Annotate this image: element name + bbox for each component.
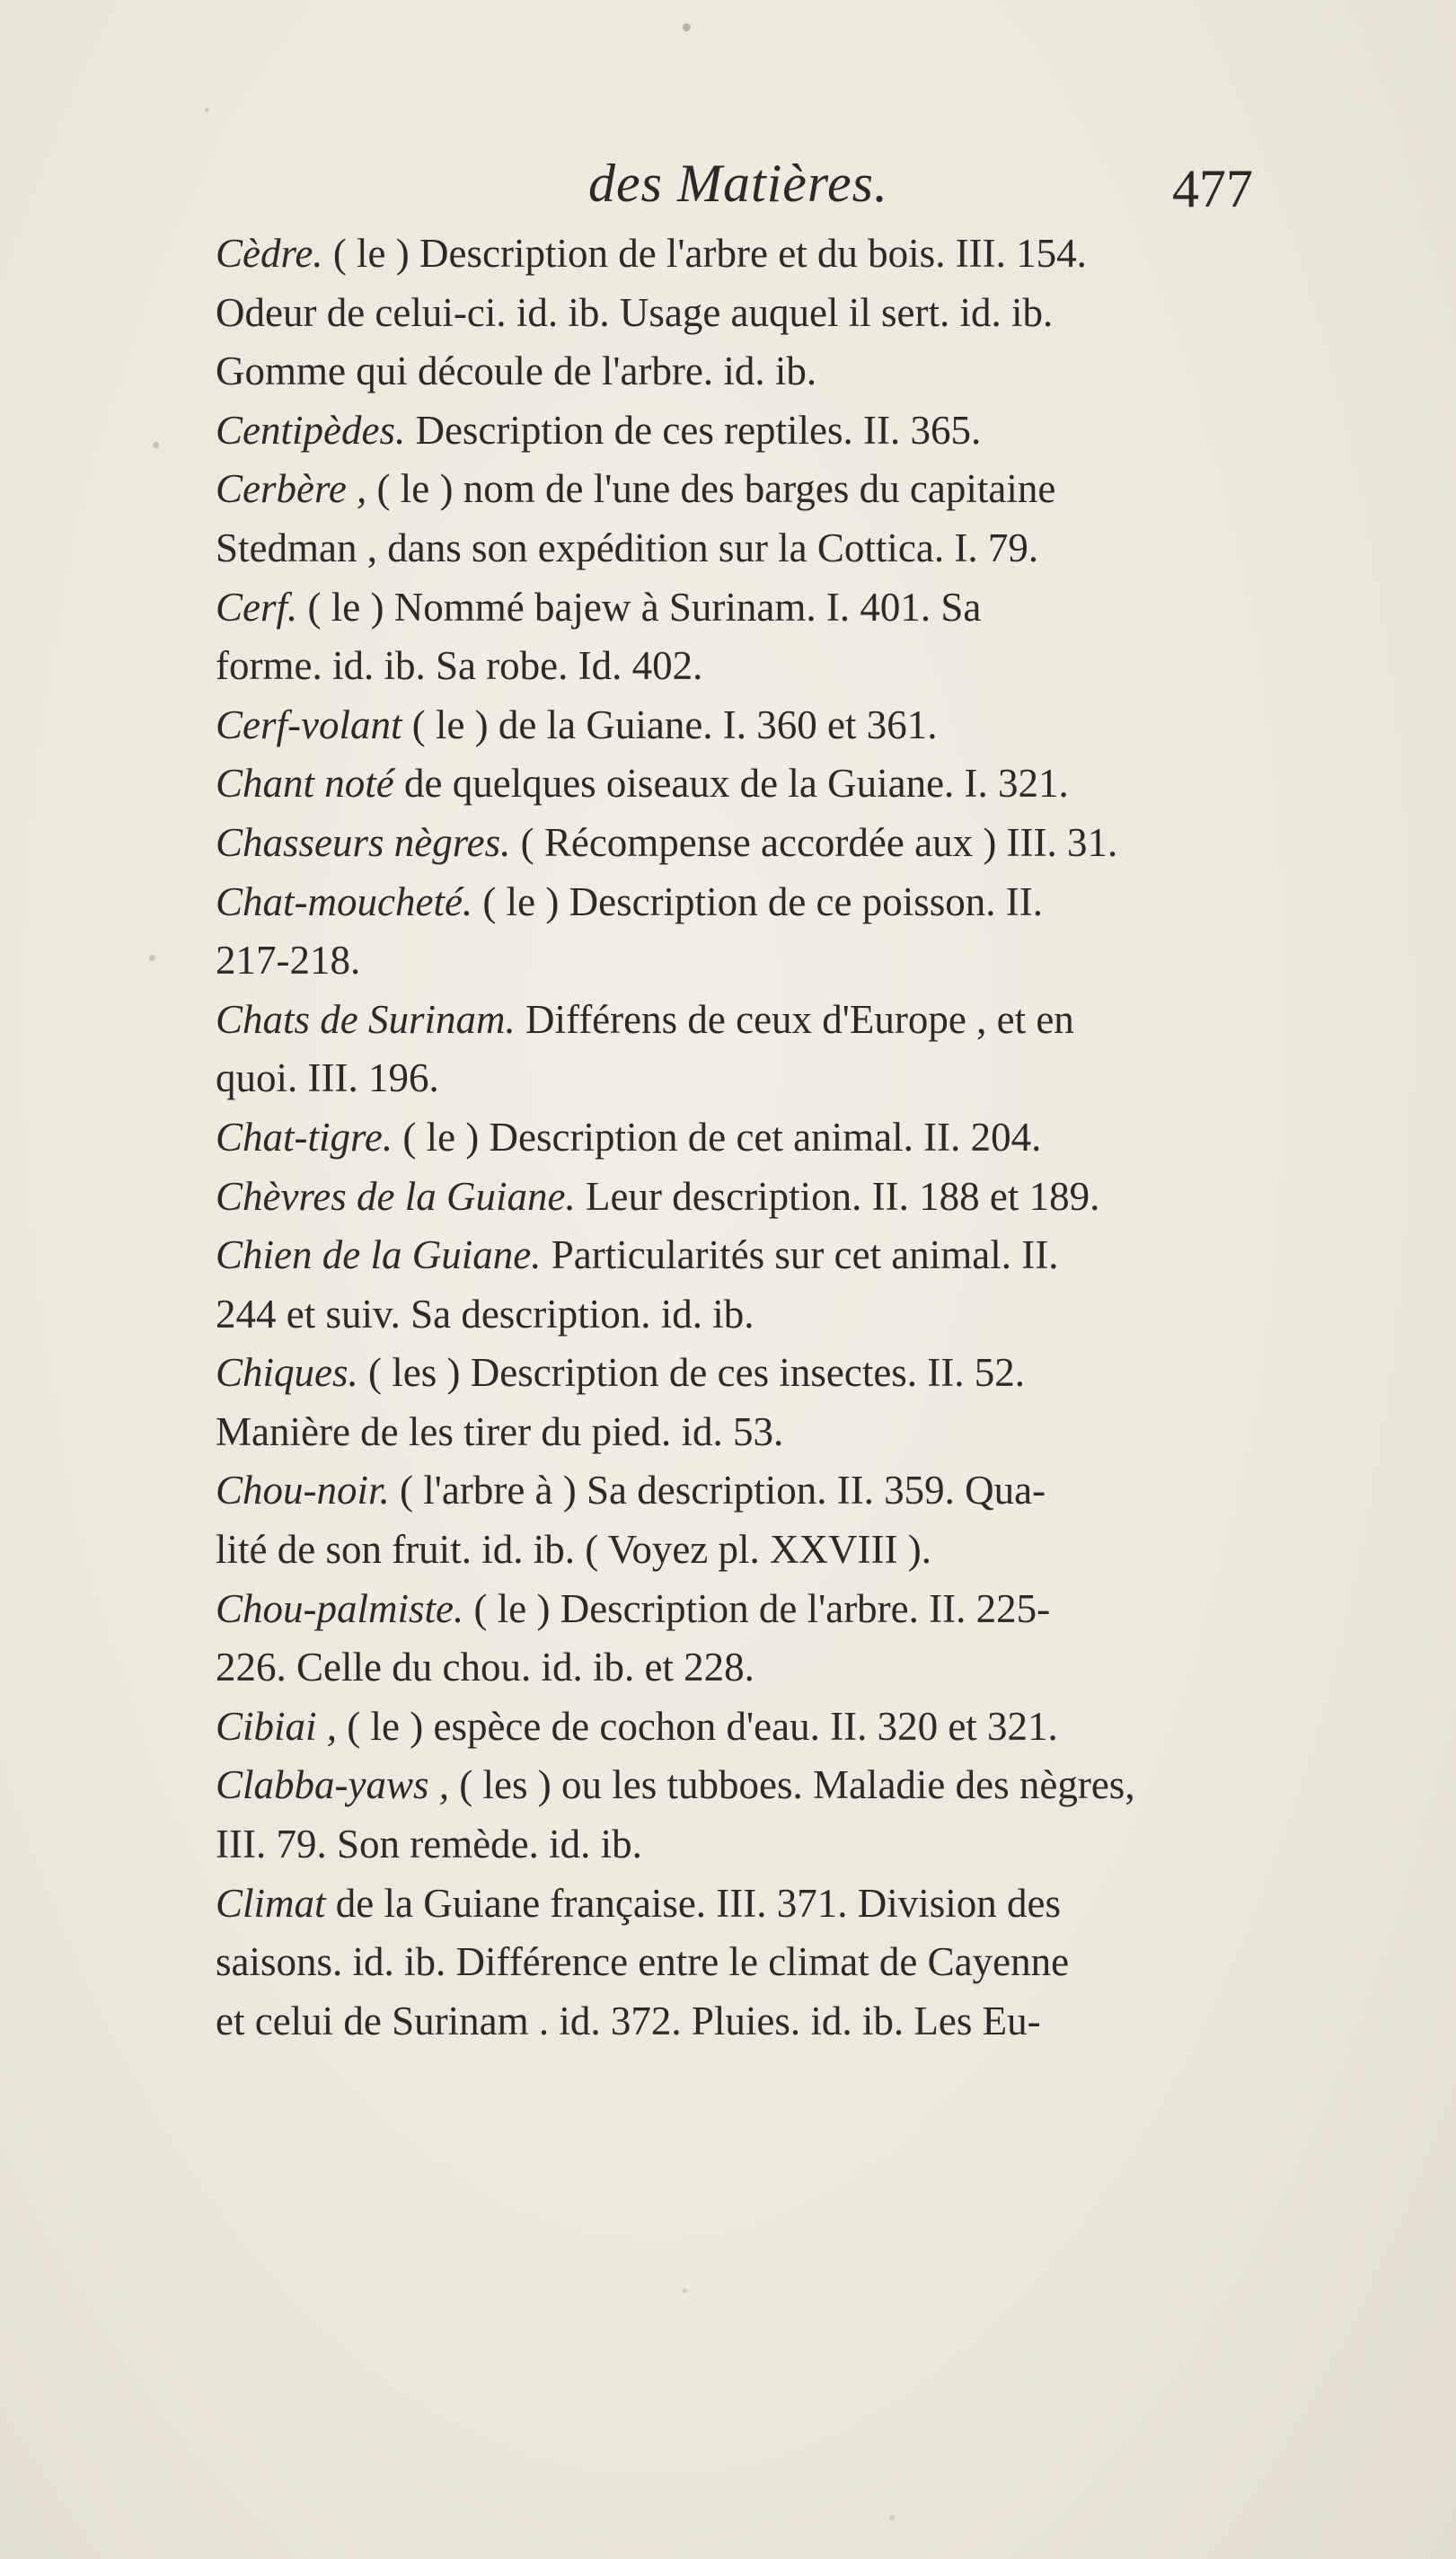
entry-text: ( les ) Description de ces insectes. II. 52. xyxy=(368,1350,1026,1396)
index-entry-cibiai xyxy=(216,1698,1329,1757)
index-entry-chats-de-surinam xyxy=(216,991,1329,1108)
entry-headword: Chat-tigre. xyxy=(216,1114,393,1160)
entry-text: Leur description. II. 188 et 189. xyxy=(586,1173,1100,1219)
entry-text: Particularités sur cet animal. II. xyxy=(551,1232,1059,1278)
entry-headword: Chat-moucheté. xyxy=(216,878,473,924)
index-entry-chien xyxy=(216,1226,1329,1344)
paper-spot xyxy=(205,108,209,112)
entry-headword: Chant noté xyxy=(216,761,394,807)
entry-headword: Clabba-yaws , xyxy=(216,1762,450,1808)
entry-headword: Chou-noir. xyxy=(216,1468,390,1513)
entry-headword: Chien de la Guiane. xyxy=(216,1232,542,1278)
entry-headword: Chasseurs nègres. xyxy=(216,819,511,865)
entry-text: ( le ) Description de l'arbre. II. 225- xyxy=(473,1585,1051,1631)
index-entry-cerf-volant xyxy=(216,696,1329,755)
entry-text: ( le ) espèce de cochon d'eau. II. 320 et 321. xyxy=(347,1703,1058,1749)
entry-text: Odeur de celui-ci. id. ib. Usage auquel il sert. id. ib. xyxy=(216,289,1054,335)
index-entries xyxy=(216,225,1329,2051)
paper-spot xyxy=(683,23,691,31)
entry-text: Stedman , dans son expédition sur la Cottica. I. 79. xyxy=(216,525,1039,570)
index-entry-chou-noir xyxy=(216,1461,1329,1579)
index-entry-chant-note xyxy=(216,754,1329,814)
entry-headword: Chiques. xyxy=(216,1350,358,1396)
index-entry-centipedes xyxy=(216,401,1329,461)
index-entry-climat xyxy=(216,1875,1329,2052)
entry-text: de quelques oiseaux de la Guiane. I. 321. xyxy=(404,761,1069,807)
entry-headword: Centipèdes. xyxy=(216,407,406,453)
entry-headword: Cèdre. xyxy=(216,231,323,276)
index-entry-cerbere xyxy=(216,460,1329,578)
paper-spot xyxy=(153,442,159,448)
paper-spot xyxy=(149,955,155,961)
entry-text: 226. Celle du chou. id. ib. et 228. xyxy=(216,1645,754,1690)
entry-text: saisons. id. ib. Différence entre le climat de Cayenne xyxy=(216,1939,1070,1985)
entry-text: Gomme qui découle de l'arbre. id. ib. xyxy=(216,349,817,394)
entry-text: ( les ) ou les tubboes. Maladie des nègres, xyxy=(459,1762,1135,1808)
entry-text: quoi. III. 196. xyxy=(216,1055,439,1101)
index-entry-chevres xyxy=(216,1168,1329,1227)
entry-text: 244 et suiv. Sa description. id. ib. xyxy=(216,1291,754,1337)
entry-headword: Chats de Surinam. xyxy=(216,996,516,1042)
entry-text: forme. id. ib. Sa robe. Id. 402. xyxy=(216,643,703,689)
index-entry-clabba-yaws xyxy=(216,1756,1329,1874)
entry-text: ( le ) Description de cet animal. II. 204. xyxy=(402,1114,1042,1160)
entry-text: ( le ) Description de ce poisson. II. xyxy=(482,878,1043,924)
page-number: 477 xyxy=(1172,159,1253,218)
entry-text: Description de ces reptiles. II. 365. xyxy=(415,407,982,453)
entry-text: lité de son fruit. id. ib. ( Voyez pl. XXVIII ). xyxy=(216,1527,931,1573)
paper-spot xyxy=(683,2289,687,2293)
entry-headword: Climat xyxy=(216,1880,326,1926)
entry-headword: Cerbère , xyxy=(216,466,367,512)
paper-spot xyxy=(889,2515,895,2520)
entry-headword: Cerf. xyxy=(216,584,298,630)
entry-headword: Chèvres de la Guiane. xyxy=(216,1173,576,1219)
entry-text: de la Guiane française. III. 371. Division des xyxy=(335,1880,1062,1926)
index-entry-cedre xyxy=(216,225,1329,401)
entry-text: 217-218. xyxy=(216,938,361,984)
index-entry-chou-palmiste xyxy=(216,1580,1329,1698)
entry-text: et celui de Surinam . id. 372. Pluies. id. ib. Les Eu- xyxy=(216,1998,1041,2043)
running-title: des Matières. xyxy=(588,154,889,213)
entry-text: ( Récompense accordée aux ) III. 31. xyxy=(520,819,1118,865)
index-entry-chat-mouchete xyxy=(216,873,1329,991)
entry-text: ( le ) Nommé bajew à Surinam. I. 401. Sa xyxy=(307,584,982,630)
entry-text: Manière de les tirer du pied. id. 53. xyxy=(216,1408,784,1454)
index-entry-chat-tigre xyxy=(216,1108,1329,1168)
entry-headword: Chou-palmiste. xyxy=(216,1585,464,1631)
entry-text: Différens de ceux d'Europe , et en xyxy=(525,996,1074,1042)
entry-headword: Cibiai , xyxy=(216,1703,338,1749)
entry-text: III. 79. Son remède. id. ib. xyxy=(216,1822,642,1867)
entry-headword: Cerf-volant xyxy=(216,702,402,747)
entry-text: ( l'arbre à ) Sa description. II. 359. Qua- xyxy=(400,1468,1046,1513)
index-entry-cerf xyxy=(216,578,1329,696)
page-header xyxy=(0,153,1456,225)
index-entry-chasseurs-negres xyxy=(216,814,1329,873)
entry-text: ( le ) nom de l'une des barges du capitaine xyxy=(376,466,1056,512)
entry-text: ( le ) Description de l'arbre et du bois. III. 154. xyxy=(332,231,1087,276)
index-entry-chiques xyxy=(216,1344,1329,1461)
entry-text: ( le ) de la Guiane. I. 360 et 361. xyxy=(411,702,938,747)
